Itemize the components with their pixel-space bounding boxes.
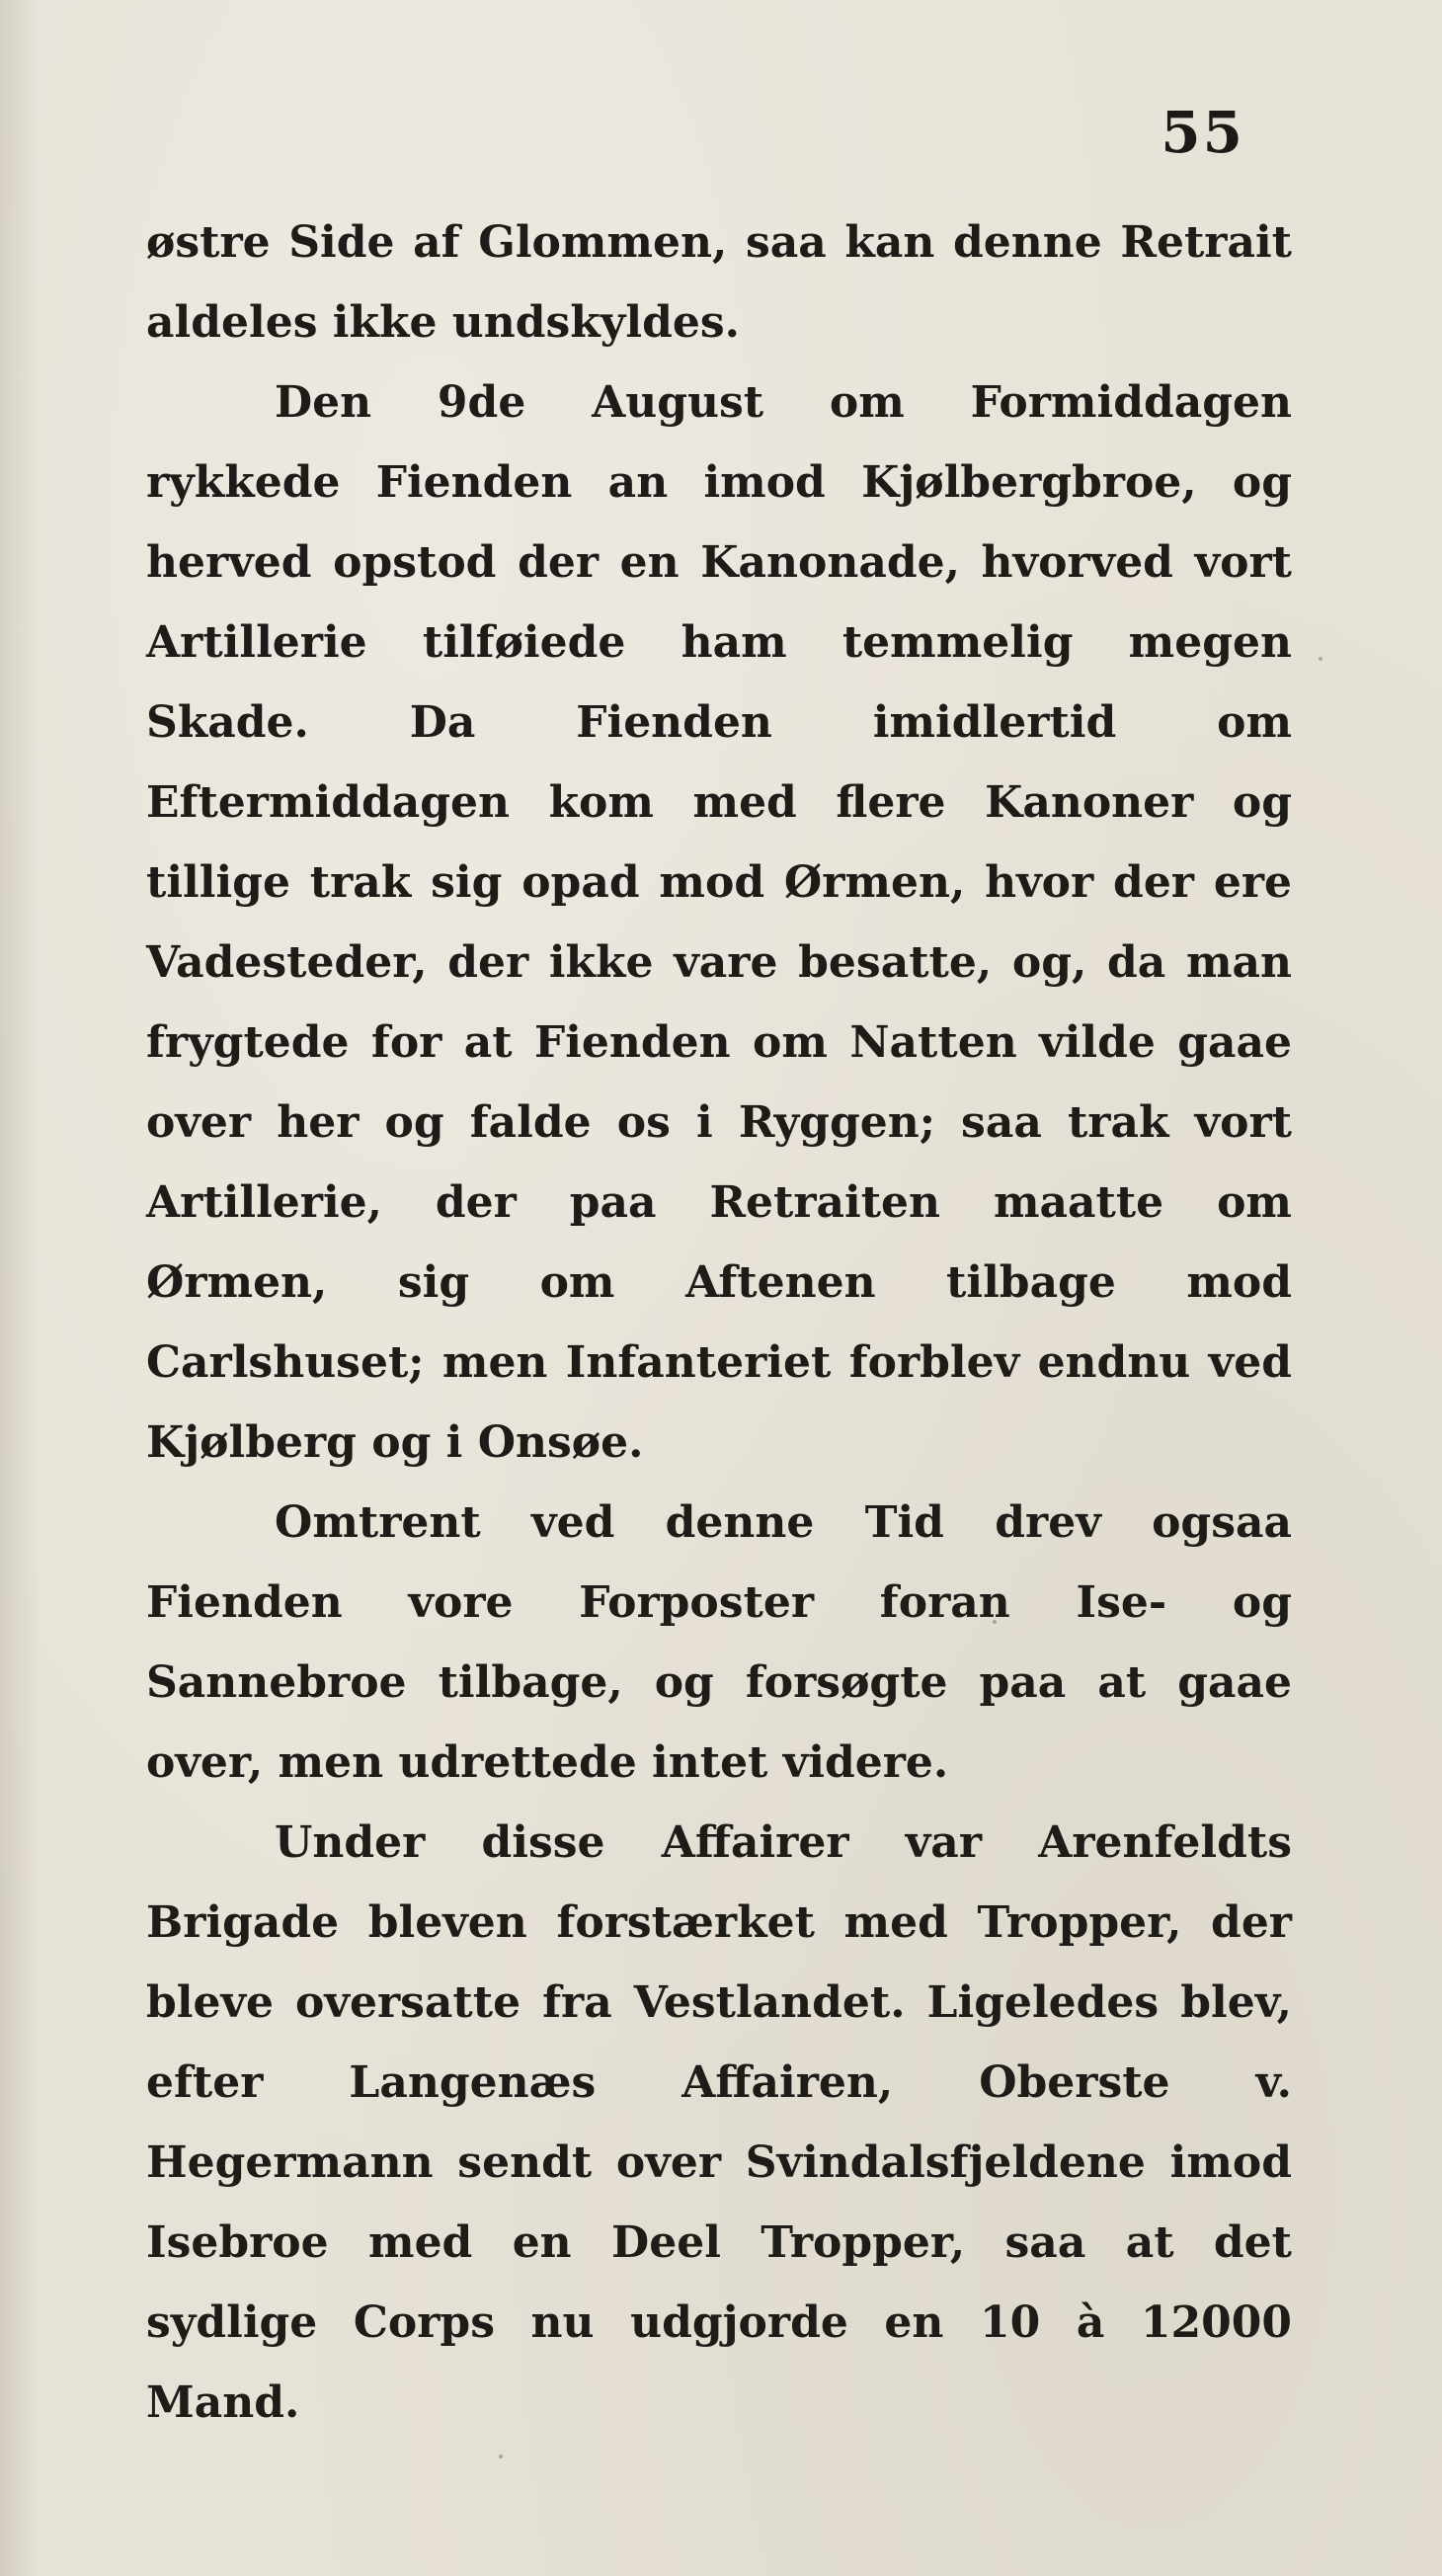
paper-speck [993,1620,997,1624]
body-text [146,202,1292,2443]
paragraph-1: østre Side af Glommen, saa kan denne Retrait aldeles ikke undskyldes. [146,217,1292,348]
page-number: 55 [1161,99,1244,166]
paragraph-3: Omtrent ved denne Tid drev ogsaa Fienden vore Forposter foran Ise- og Sannebroe tilbage, og forsøgte paa at gaae over, men udrettede intet videre. [146,1497,1292,1788]
gutter-shadow [0,0,40,2576]
paper-speck [1319,657,1322,661]
paragraph-4: Under disse Affairer var Arenfeldts Brigade bleven forstærket med Tropper, der bleve oversatte fra Vestlandet. Ligeledes blev, efter Langenæs Affairen, Oberste v. Hegermann sendt over Svindalsfjeldene imod Isebroe med en Deel Tropper, saa at det sydlige Corps nu udgjorde en 10 à 12000 Mand. [146,1817,1292,2428]
paper-speck [499,2455,503,2458]
paragraph-2: Den 9de August om Formiddagen rykkede Fienden an imod Kjølbergbroe, og herved opstod der en Kanonade, hvorved vort Artillerie tilføiede ham temmelig megen Skade. Da Fienden imidlertid om Eftermiddagen kom med flere Kanoner og tillige trak sig opad mod Ørmen, hvor der ere Vadesteder, der ikke vare besatte, og, da man frygtede for at Fienden om Natten vilde gaae over her og falde os i Ryggen; saa trak vort Artillerie, der paa Retraiten maatte om Ørmen, sig om Aftenen tilbage mod Carlshuset; men Infanteriet forblev endnu ved Kjølberg og i Onsøe. [146,377,1292,1468]
